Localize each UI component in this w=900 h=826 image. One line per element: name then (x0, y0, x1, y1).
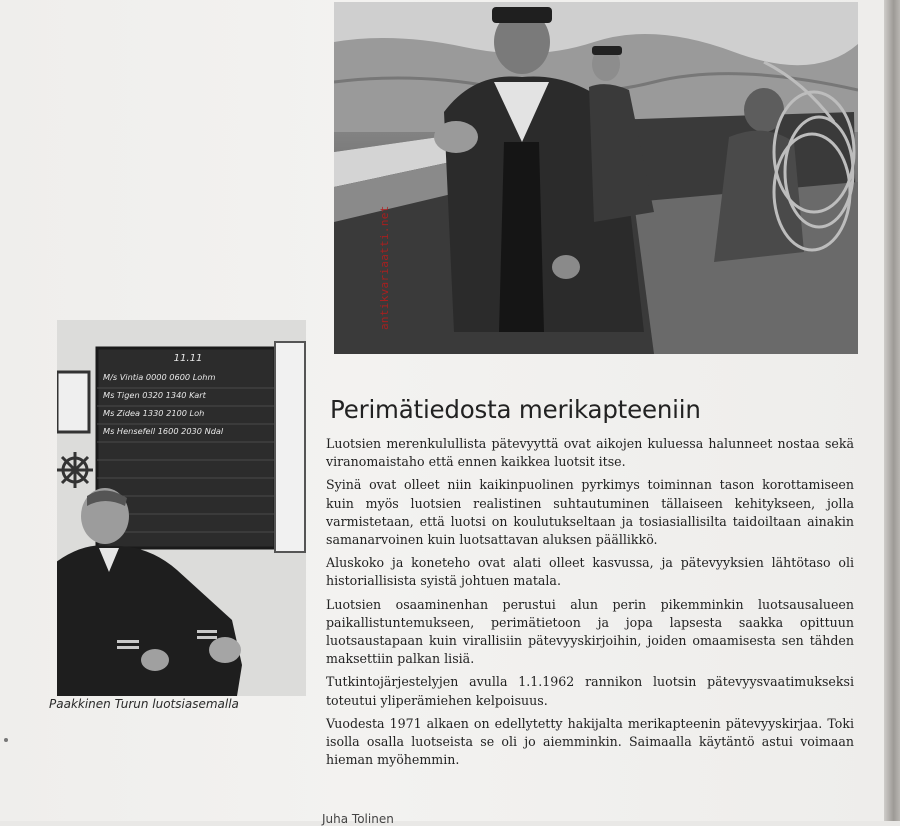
blackboard-date: 11.11 (173, 353, 203, 364)
paragraph: Aluskoko ja koneteho ovat alati olleet kasvussa, ja pätevyyksien lähtötaso oli historiallisista syistä johtuen matala. (326, 555, 854, 589)
watermark-text: antikvariaatti.net (378, 205, 391, 330)
blackboard-row: Ms Zidea 1330 2100 Loh (103, 408, 205, 418)
page-edge (884, 0, 900, 821)
body-text (326, 435, 854, 774)
pilots-boat-illustration (334, 2, 858, 354)
photo-pilots-on-boat (334, 2, 858, 354)
section-heading: Perimätiedosta merikapteeniin (330, 395, 701, 424)
paragraph: Luotsien osaaminenhan perustui alun perin pikemminkin luotsausalueen paikallistuntemukseen, perimätietoon ja jopa lapsesta saakka opittuun luotsaustapaan kuin virallisiin pätevyyskirjoihin, joiden omaamisesta sen tähden maksettiin palkan lisiä. (326, 596, 854, 667)
paragraph: Syinä ovat olleet niin kaikinpuolinen pyrkimys toiminnan tason korottamiseen kuin myös luotsien realistinen suhtautuminen tällaiseen kehitykseen, jolla varmistetaan, että luotsi on koulutukseltaan ja tosiasiallisilta taidoiltaan ainakin samanarvoinen kuin luotsattavan aluksen päällikkö. (326, 477, 854, 548)
ships-wheel-icon (57, 452, 93, 488)
photo-caption: Paakkinen Turun luotsiasemalla (49, 697, 239, 711)
paragraph: Tutkintojärjestelyjen avulla 1.1.1962 rannikon luotsin pätevyysvaatimukseksi toteutui yliperämiehen kelpoisuus. (326, 674, 854, 708)
photo-pilot-station (57, 320, 306, 696)
blackboard-row: Ms Tigen 0320 1340 Kart (103, 390, 206, 400)
cutoff-text-line: Juha Tolinen (322, 812, 394, 826)
scan-mark (4, 738, 8, 742)
blackboard-row: M/s Vintia 0000 0600 Lohm (103, 372, 216, 382)
blackboard-writing (103, 350, 273, 440)
paragraph: Vuodesta 1971 alkaen on edellytetty hakijalta merikapteenin pätevyyskirjaa. Toki isolla osalla luotseista se oli jo aiemminkin. Saimaalla käytäntö astui voimaan hieman myöhemmin. (326, 715, 854, 768)
paragraph: Luotsien merenkulullista pätevyyttä ovat aikojen kuluessa halunneet nostaa sekä viranomaistaho että ennen kaikkea luotsit itse. (326, 436, 854, 470)
blackboard-row: Ms Hensefell 1600 2030 Ndal (103, 426, 224, 436)
